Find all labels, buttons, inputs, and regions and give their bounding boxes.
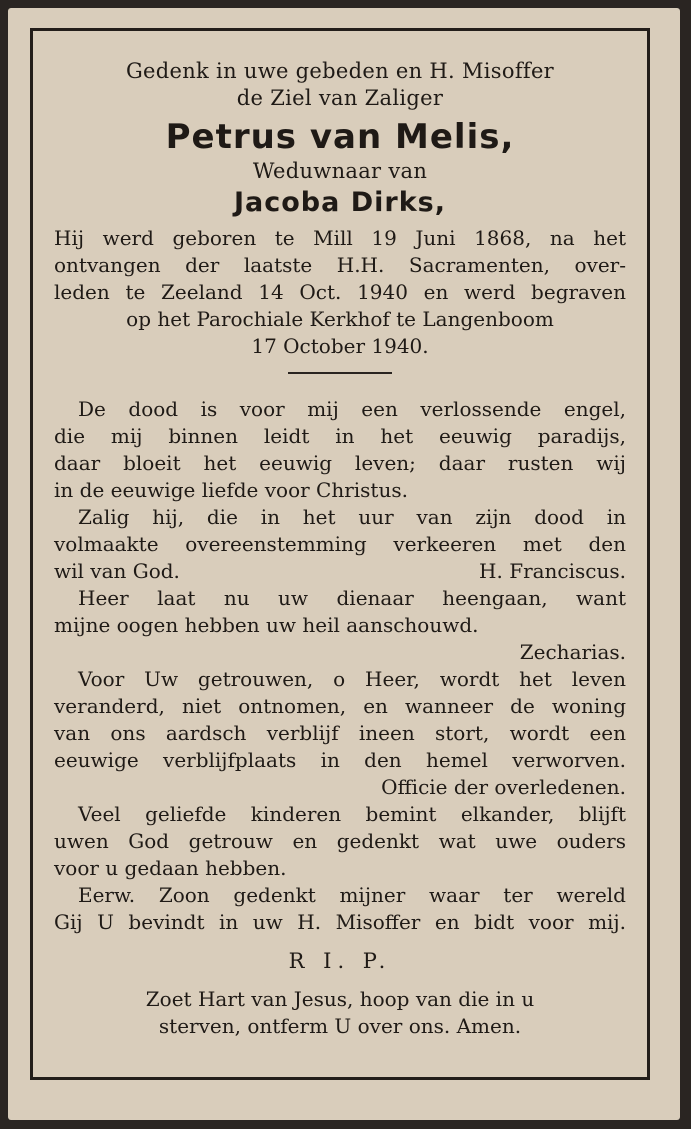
relation-label: Weduwnaar van — [252, 159, 428, 183]
verse-line: Veel geliefde kinderen bemint elkander, blijft — [78, 802, 626, 826]
verse-line: van ons aardsch verblijf ineen stort, wordt een — [54, 721, 626, 745]
spouse-name: Jacoba Dirks, — [233, 187, 447, 218]
card-content — [54, 58, 626, 1040]
closing-line: sterven, ontferm U over ons. Amen. — [158, 1014, 522, 1038]
verse-2 — [54, 504, 626, 585]
verse-source: Officie der overledenen. — [381, 775, 626, 799]
bio-line: Hij werd geboren te Mill 19 Juni 1868, na het — [54, 226, 626, 250]
verse-line: die mij binnen leidt in het eeuwig paradijs, — [54, 424, 626, 448]
verse-line: Gij U bevindt in uw H. Misoffer en bidt voor mij. — [54, 910, 626, 934]
verse-line: volmaakte overeenstemming verkeeren met den — [54, 532, 626, 556]
verse-source: Zecharias. — [519, 640, 626, 664]
deceased-name: Petrus van Melis, — [165, 117, 515, 157]
verse-line: Zalig hij, die in het uur van zijn dood in — [78, 505, 626, 529]
bio-line: leden te Zeeland 14 Oct. 1940 en werd begraven — [54, 280, 626, 304]
verse-line: wil van God. — [54, 559, 180, 583]
closing-line: Zoet Hart van Jesus, hoop van die in u — [145, 987, 535, 1011]
bio-line: 17 October 1940. — [251, 334, 429, 358]
verse-line: eeuwige verblijfplaats in den hemel verworven. — [54, 748, 626, 772]
verse-4 — [54, 666, 626, 801]
verse-line: Heer laat nu uw dienaar heengaan, want — [78, 586, 626, 610]
bio-line: op het Parochiale Kerkhof te Langenboom — [126, 307, 554, 331]
verse-3 — [54, 585, 626, 666]
verse-5 — [54, 801, 626, 882]
verse-line: in de eeuwige liefde voor Christus. — [54, 478, 408, 502]
bio-line: ontvangen der laatste H.H. Sacramenten, over- — [54, 253, 626, 277]
verse-line: voor u gedaan hebben. — [54, 856, 287, 880]
verse-1 — [54, 396, 626, 504]
verse-line: daar bloeit het eeuwig leven; daar rusten wij — [54, 451, 626, 475]
verse-source: H. Franciscus. — [479, 559, 626, 583]
biography — [54, 225, 626, 360]
verse-line: Eerw. Zoon gedenkt mijner waar ter wereld — [78, 883, 626, 907]
verse-line-with-source — [54, 558, 626, 585]
intro-line-2: de Ziel van Zaliger — [236, 86, 444, 110]
intro-line-1: Gedenk in uwe gebeden en H. Misoffer — [125, 59, 555, 83]
closing-prayer — [54, 986, 626, 1040]
verse-line: veranderd, niet ontnomen, en wanneer de woning — [54, 694, 626, 718]
separator-rule — [288, 372, 392, 374]
verse-line: Voor Uw getrouwen, o Heer, wordt het leven — [78, 667, 626, 691]
verse-6 — [54, 882, 626, 936]
verse-line: uwen God getrouw en gedenkt wat uwe ouders — [54, 829, 626, 853]
verse-line: mijne oogen hebben uw heil aanschouwd. — [54, 613, 479, 637]
verse-line: De dood is voor mij een verlossende engel, — [78, 397, 626, 421]
rip-text: R I. P. — [288, 949, 392, 973]
